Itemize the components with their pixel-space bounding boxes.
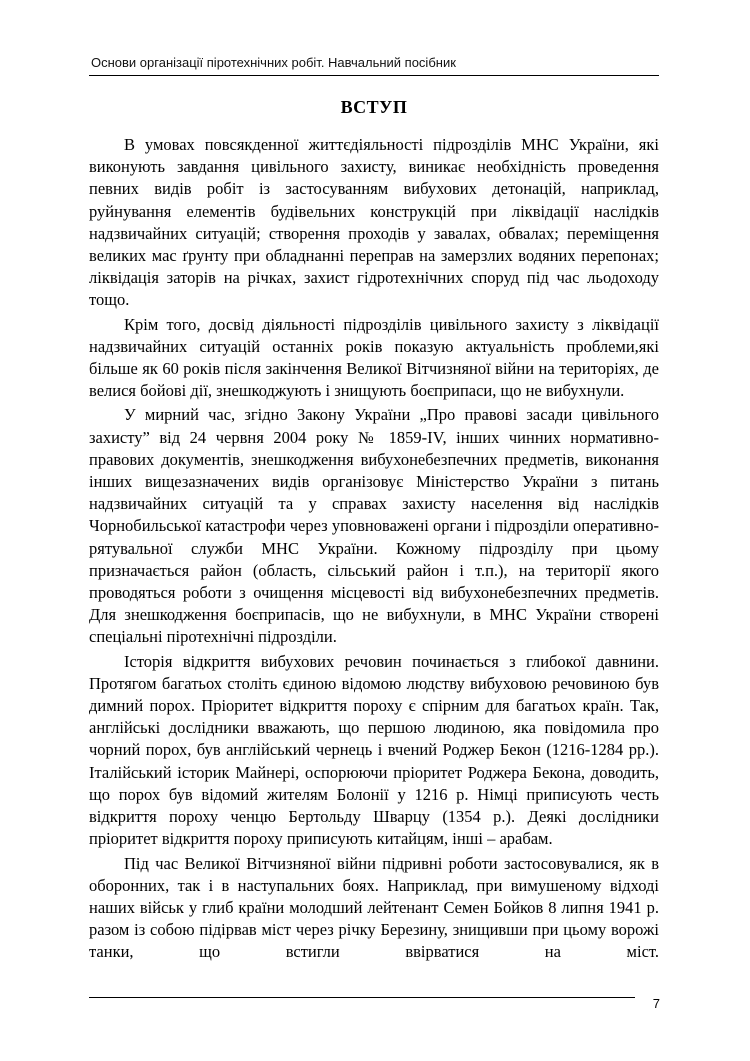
running-header: Основи організації піротехнічних робіт. Навчальний посібник bbox=[91, 55, 456, 70]
paragraph: В умовах повсякденної життєдіяльності підрозділів МНС України, які виконують завдання цивільного захисту, виникає необхідність проведення певних видів робіт із застосуванням вибухових детонацій, наприклад, руйнування елементів будівельних конструкцій при ліквідації наслідків надзвичайних ситуацій; створення проходів у завалах, обвалах; переміщення великих мас ґрунту при обладнанні переправ на замерзлих водяних перепонах; ліквідація заторів на річках, захист гідротехнічних споруд під час льодоходу тощо. bbox=[89, 135, 659, 310]
body-text bbox=[89, 134, 659, 966]
paragraph: Історія відкриття вибухових речовин починається з глибокої давнини. Протягом багатьох століть єдиною відомою людству вибуховою речовиною був димний порох. Пріоритет відкриття пороху є спірним для багатьох країн. Так, англійські дослідники вважають, що першою людиною, яка повідомила про чорний порох, був англійський чернець і вчений Роджер Бекон (1216-1284 рр.). Італійський історик Майнері, оспорюючи пріоритет Роджера Бекона, доводить, що порох був відомий жителям Болонії у 1216 р. Німці приписують честь відкриття пороху ченцю Бертольду Шварцу (1354 р.). Деякі дослідники пріоритет відкриття пороху приписують китайцям, інші – арабам. bbox=[89, 651, 659, 849]
section-title: ВСТУП bbox=[340, 97, 408, 117]
header-divider bbox=[89, 75, 659, 76]
paragraph: Під час Великої Вітчизняної війни підривні роботи застосовувалися, як в оборонних, так і в наступальних боях. Наприклад, при вимушеному відході наших військ у глиб країни молодший лейтенант Семен Бойков 8 липня 1941 р. разом із собою підірвав міст через річку Березину, знищивши при цьому ворожі танки, що встигли ввірватися на міст. bbox=[89, 853, 659, 962]
page-number: 7 bbox=[652, 996, 660, 1011]
paragraph: У мирний час, згідно Закону України „Про правові засади цивільного захисту” від 24 червня 2004 року № 1859-IV, інших чинних нормативно-правових документів, знешкодження вибухонебезпечних предметів, виконання інших вищезазначених видів організовує Міністерство України з питань надзвичайних ситуацій та у справах захисту населення від наслідків Чорнобильської катастрофи через уповноважені органи і підрозділи оперативно-рятувальної служби МНС України. Кожному підрозділу при цьому призначається район (область, сільський район і т.п.), на території якого проводяться роботи з очищення місцевості від вибухонебезпечних предметів. Для знешкодження боєприпасів, що не вибухнули, в МНС України створені спеціальні піротехнічні підрозділи. bbox=[89, 405, 659, 647]
paragraph: Крім того, досвід діяльності підрозділів цивільного захисту з ліквідації надзвичайних ситуацій останніх років показую актуальність проблеми,які більше як 60 років після закінчення Великої Вітчизняної війни на територіях, де велися бойові дії, знешкоджують і знищують боєприпаси, що не вибухнули. bbox=[89, 314, 659, 401]
footer-divider bbox=[89, 997, 635, 998]
